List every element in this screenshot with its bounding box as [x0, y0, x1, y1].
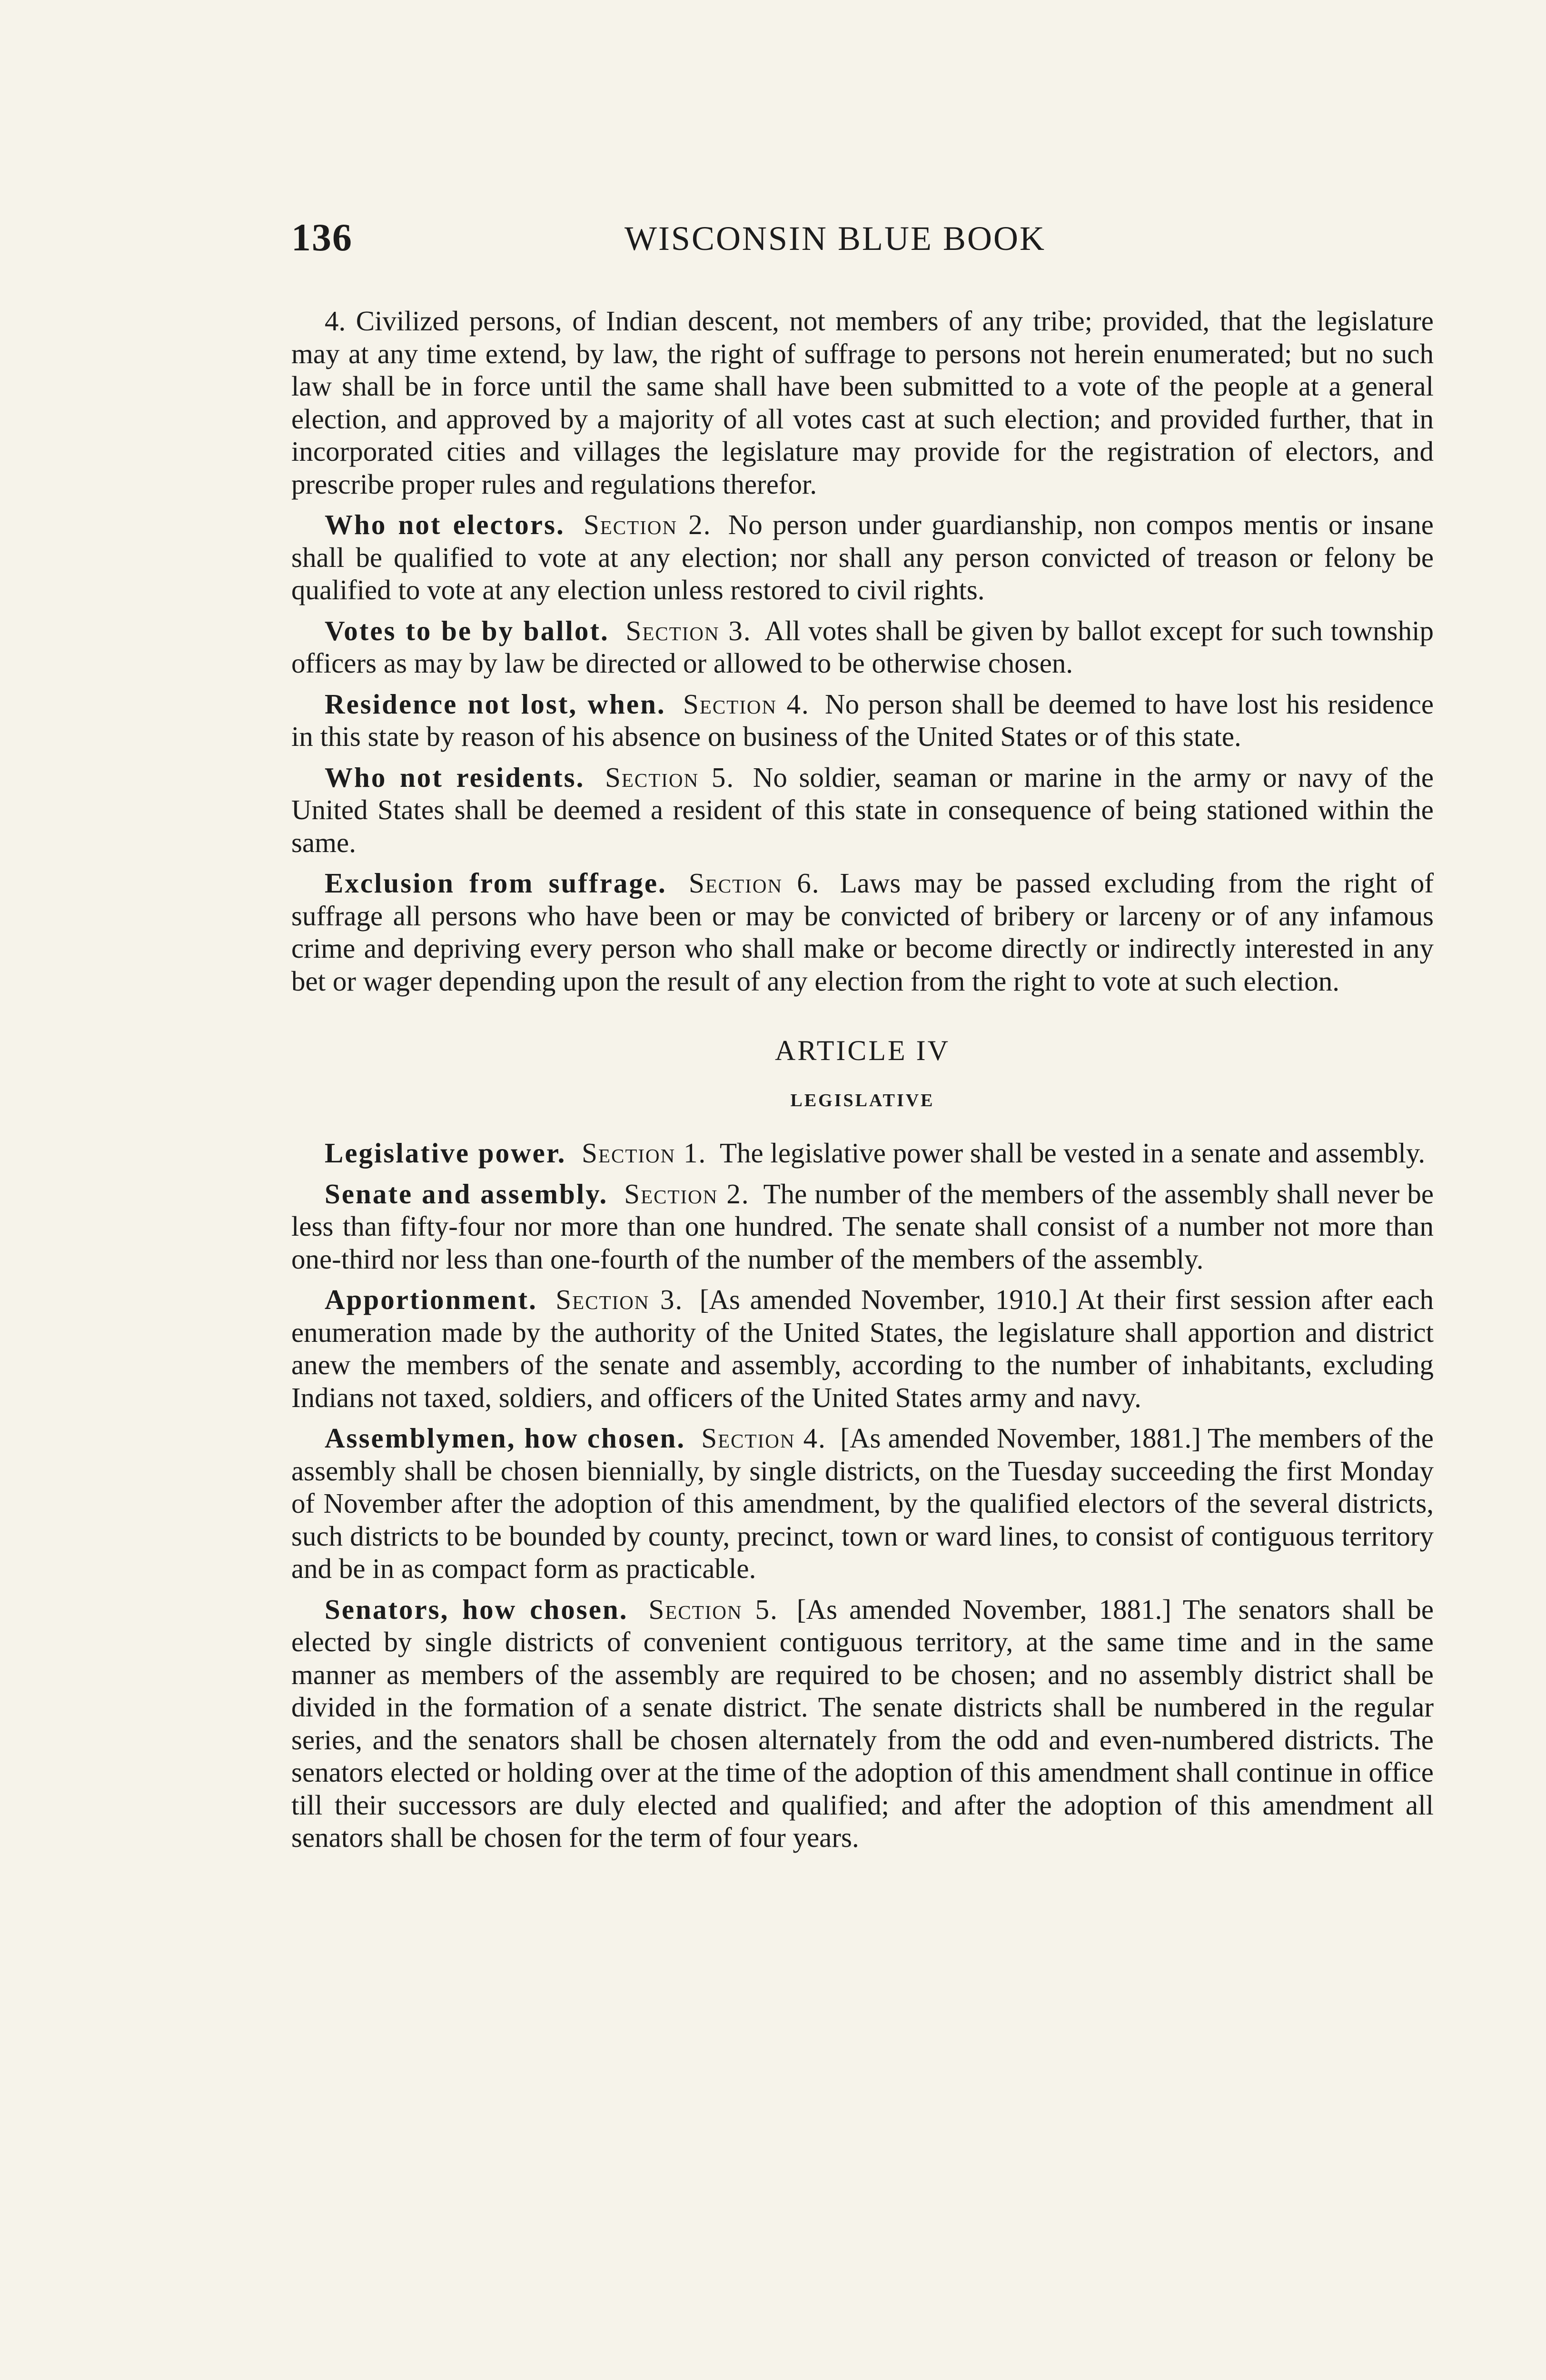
section-body: All votes shall be given by ballot except for such township officers as may by law be directed or allowed to be otherwise chosen.: [291, 615, 1434, 679]
section-label: Section 5.: [648, 1593, 778, 1625]
paragraph-clause-4: [291, 305, 1434, 500]
section-label: Section 3.: [625, 615, 752, 646]
section-exclusion-from-suffrage: [291, 867, 1434, 997]
sidehead: Votes to be by ballot.: [325, 615, 609, 646]
section-votes-by-ballot: [291, 615, 1434, 680]
section-body: The number of the members of the assembly shall never be less than fifty-four nor more than one hundred. The senate shall consist of a number not more than one-third nor less than one-fourth of the number of the members of the assembly.: [291, 1178, 1434, 1275]
section-who-not-residents: [291, 761, 1434, 859]
article-subtitle: LEGISLATIVE: [790, 1090, 935, 1111]
section-label: Section 6.: [688, 867, 820, 899]
page-number: 136: [291, 216, 353, 259]
section-label: Section 2.: [624, 1178, 750, 1210]
section-body: The legislative power shall be vested in a senate and assembly.: [719, 1137, 1426, 1169]
section-label: Section 3.: [555, 1284, 684, 1315]
section-body: [As amended November, 1881.] The senators shall be elected by single districts of convenient contiguous territory, at the same time and in the same manner as members of the assembly are required to be chosen; and no assembly district shall be divided in the formation of a senate district. The senate districts shall be numbered in the regular series, and the senators shall be chosen alternately from the odd and even-numbered districts. The senators elected or holding over at the time of the adoption of this amendment shall continue in office till their successors are duly elected and qualified; and after the adoption of this amendment all senators shall be chosen for the term of four years.: [291, 1593, 1434, 1853]
sidehead: Apportionment.: [325, 1284, 537, 1315]
article-title: ARTICLE IV: [774, 1035, 950, 1066]
sidehead: Who not residents.: [325, 761, 585, 793]
body-text: [291, 305, 1434, 1862]
sidehead: Residence not lost, when.: [325, 688, 666, 720]
section-body: Laws may be passed excluding from the right of suffrage all persons who have been or may be convicted of bribery or larceny or of any infamous crime and depriving every person who shall make or become directly or indirectly interested in any bet or wager depending upon the result of any election from the right to vote at such election.: [291, 867, 1434, 997]
section-label: Section 5.: [605, 761, 735, 793]
section-senate-and-assembly: [291, 1178, 1434, 1276]
section-label: Section 4.: [701, 1422, 826, 1454]
section-label: Section 2.: [583, 509, 712, 540]
section-label: Section 4.: [683, 688, 810, 720]
section-label: Section 1.: [582, 1137, 707, 1169]
sidehead: Assemblymen, how chosen.: [325, 1422, 686, 1454]
page-header: [291, 215, 1434, 268]
section-body: [As amended November, 1910.] At their first session after each enumeration made by the authority of the United States, the legislature shall apportion and district anew the members of the senate and assembly, according to the number of inhabitants, excluding Indians not taxed, soldiers, and officers of the United States army and navy.: [291, 1284, 1434, 1413]
section-body: No person shall be deemed to have lost his residence in this state by reason of his absence on business of the United States or of this state.: [291, 688, 1434, 752]
section-who-not-electors: [291, 508, 1434, 606]
section-body: [As amended November, 1881.] The members of the assembly shall be chosen biennially, by single districts, on the Tuesday succeeding the first Monday of November after the adoption of this amendment, by the qualified electors of the several districts, such districts to be bounded by county, precinct, town or ward lines, to consist of contiguous territory and be in as compact form as practicable.: [291, 1422, 1434, 1584]
section-senators-how-chosen: [291, 1593, 1434, 1854]
sidehead: Exclusion from suffrage.: [325, 867, 667, 899]
section-body: No soldier, seaman or marine in the army or navy of the United States shall be deemed a resident of this state in consequence of being stationed within the same.: [291, 761, 1434, 858]
section-apportionment: [291, 1283, 1434, 1414]
section-body: No person under guardianship, non compos mentis or insane shall be qualified to vote at any election; nor shall any person convicted of treason or felony be qualified to vote at any election unless restored to civil rights.: [291, 509, 1434, 605]
clause-4-text: 4. Civilized persons, of Indian descent, not members of any tribe; provided, that the legislature may at any time extend, by law, the right of suffrage to persons not herein enumerated; but no such law shall be in force until the same shall have been submitted to a vote of the people at a general election, and approved by a majority of all votes cast at such election; and provided further, that in incorporated cities and villages the legislature may provide for the registration of electors, and prescribe proper rules and regulations therefor.: [291, 305, 1434, 500]
sidehead: Senate and assembly.: [325, 1178, 608, 1210]
running-title: WISCONSIN BLUE BOOK: [624, 219, 1046, 258]
sidehead: Who not electors.: [325, 509, 565, 540]
sidehead: Senators, how chosen.: [325, 1593, 628, 1625]
section-residence-not-lost: [291, 688, 1434, 753]
section-assemblymen-how-chosen: [291, 1422, 1434, 1585]
sidehead: Legislative power.: [325, 1137, 566, 1169]
section-legislative-power: [291, 1137, 1434, 1170]
